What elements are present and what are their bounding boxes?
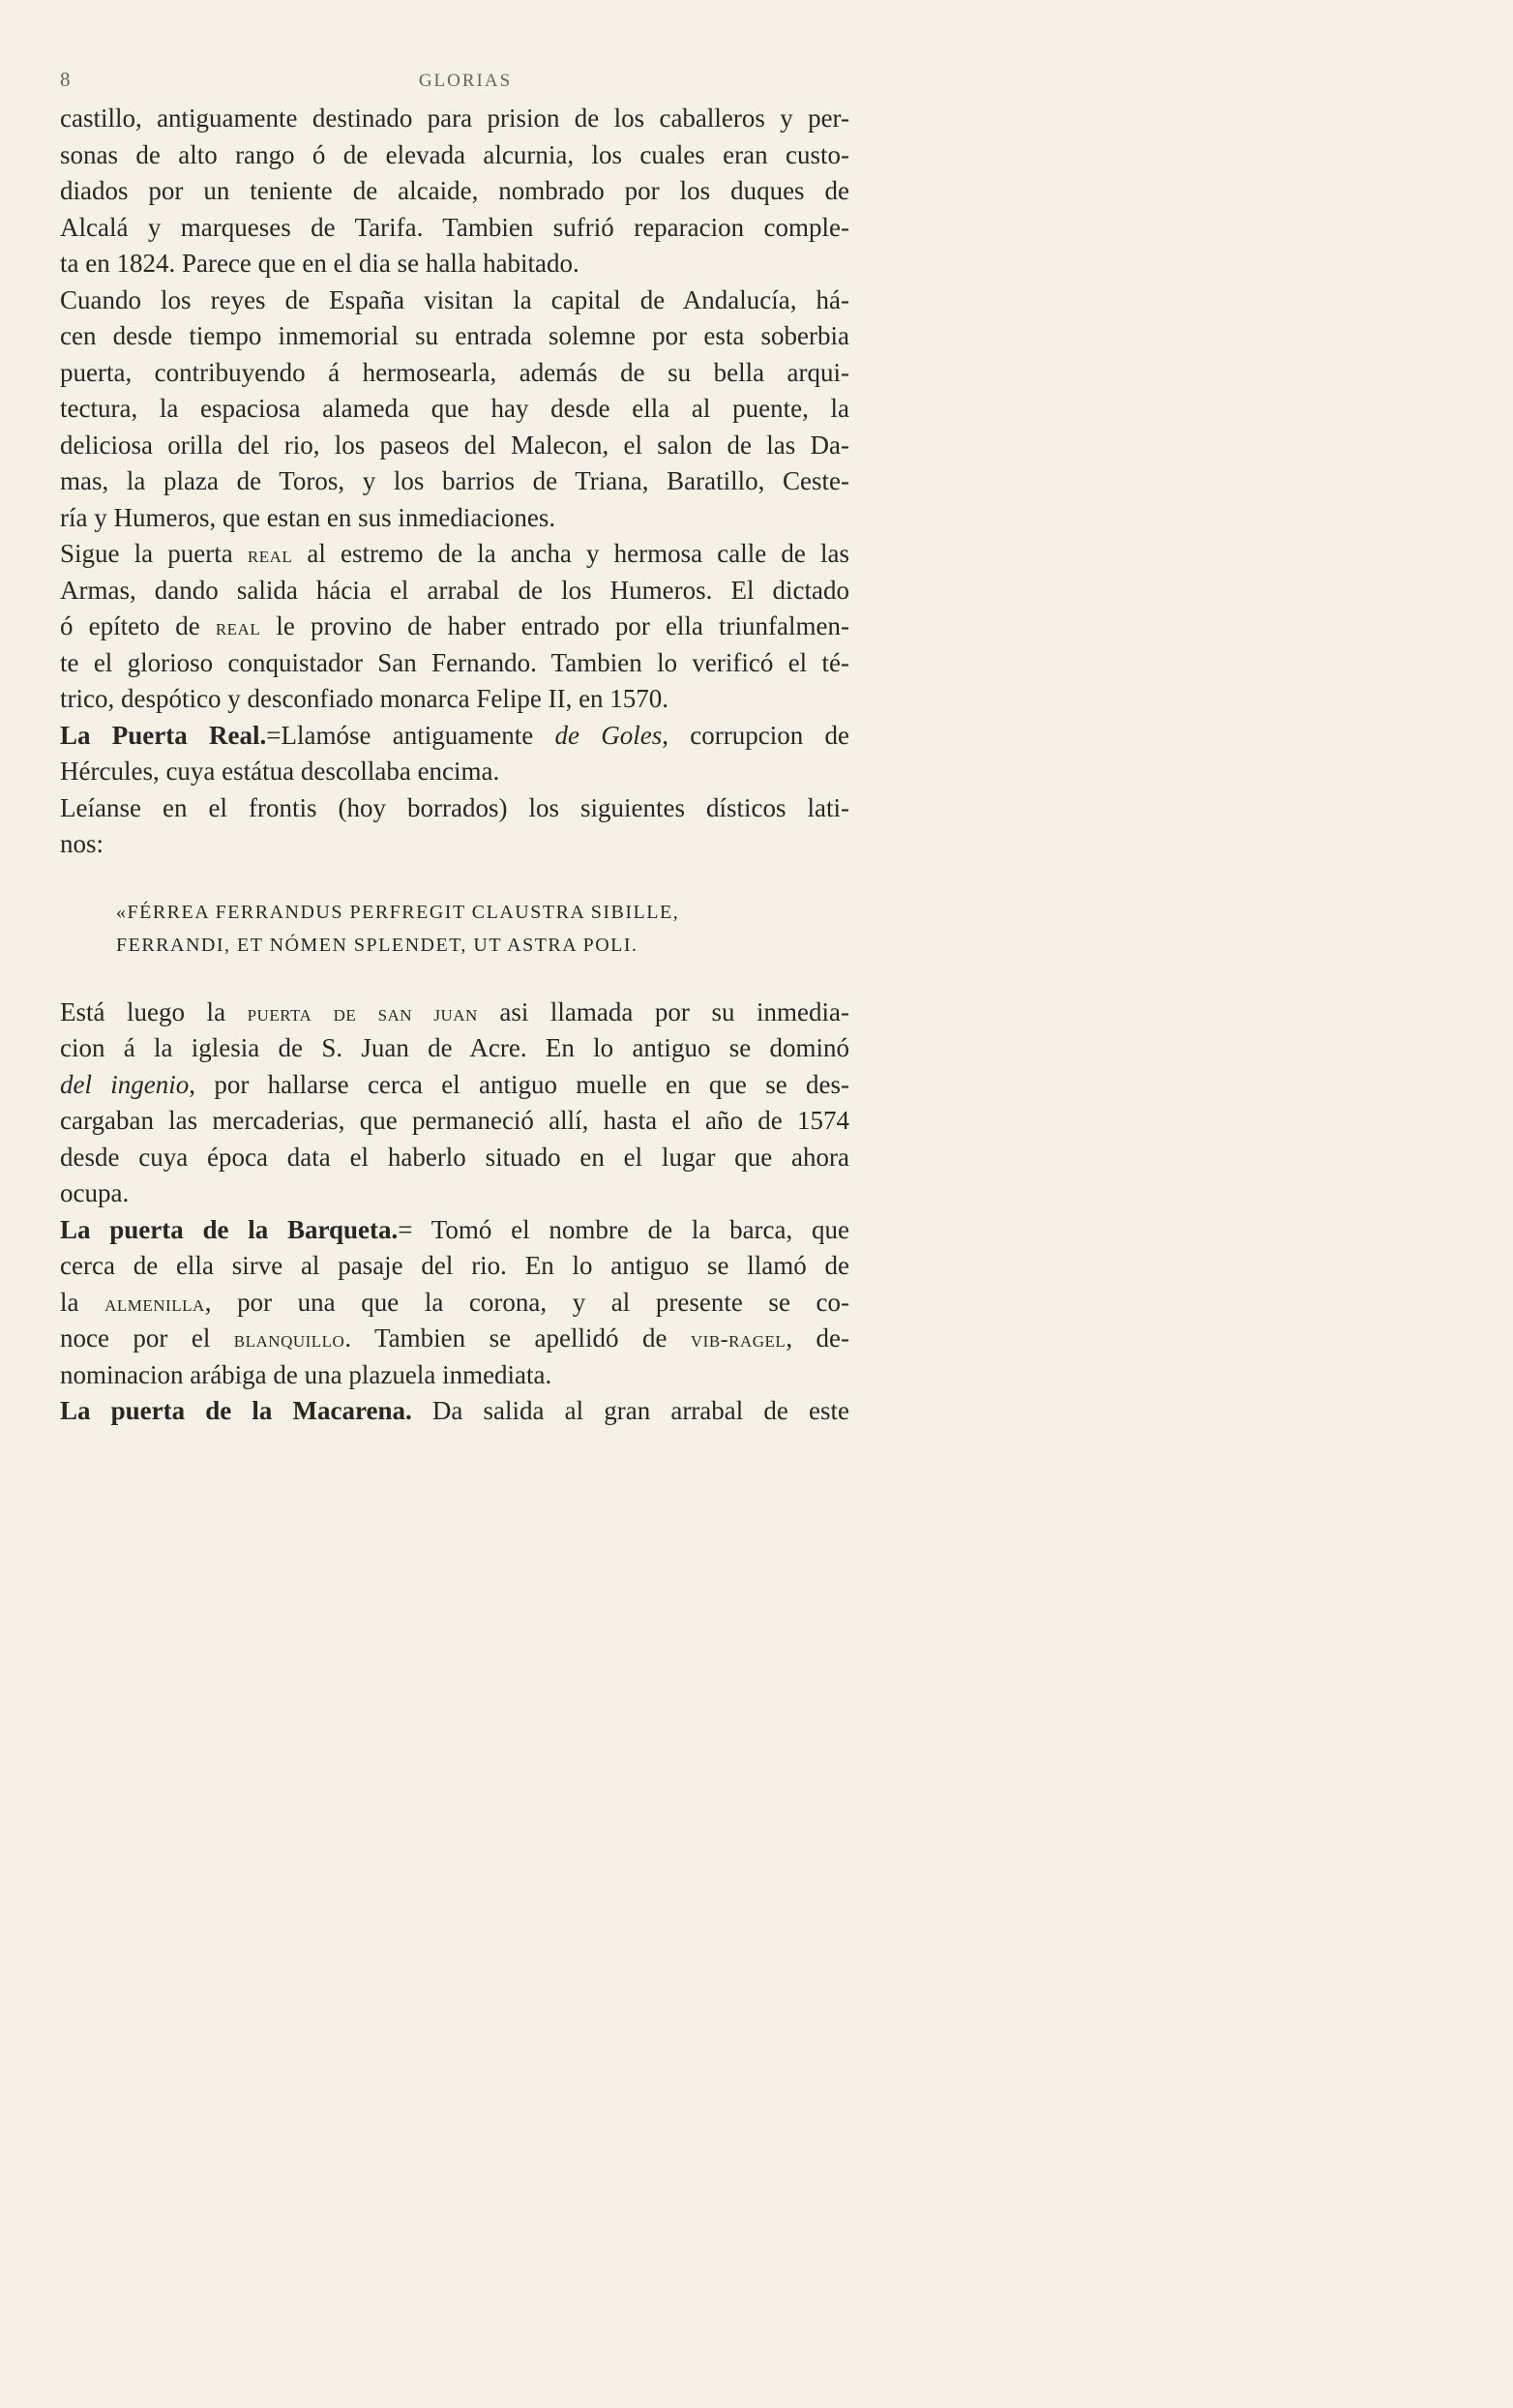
text-line [60, 1067, 849, 1104]
text-line: cen desde tiempo inmemorial su entrada solemne por esta soberbia [60, 321, 849, 350]
text-line [60, 1393, 849, 1430]
text-line [60, 1212, 849, 1249]
text-line: Cuando los reyes de España visitan la capital de Andalucía, há- [60, 284, 849, 314]
small-caps-term: real [247, 543, 293, 568]
text-line [60, 995, 849, 1031]
text-line: ta en 1824. Parece que en el dia se halla habitado. [60, 249, 579, 278]
italic-term: del ingenio [60, 1069, 190, 1099]
page-header [60, 68, 871, 97]
text-line: deliciosa orilla del rio, los paseos del Malecon, el salon de las Da- [60, 430, 849, 460]
text-line: nominacion arábiga de una plazuela inmediata. [60, 1359, 552, 1389]
page-body [60, 101, 849, 1430]
text-line: cion á la iglesia de S. Juan de Acre. En lo antiguo se dominó [60, 1033, 849, 1062]
text-run: le provino de haber entrado por ella triunfalmen- [260, 611, 849, 640]
text-run: al estremo de la ancha y hermosa calle de las [292, 539, 849, 568]
small-caps-term: puerta de san juan [247, 1000, 478, 1026]
text-run: ó epíteto de [60, 611, 216, 640]
book-page [0, 0, 967, 1540]
text-run: , por una que la corona, y al presente se co- [204, 1287, 849, 1317]
italic-term: de Goles [554, 720, 663, 750]
small-caps-term: vib-ragel [690, 1327, 786, 1353]
text-line [60, 1285, 849, 1322]
text-run: . Tambien se apellidó de [344, 1323, 691, 1353]
text-line [60, 536, 849, 573]
text-line: mas, la plaza de Toros, y los barrios de Triana, Baratillo, Ceste- [60, 466, 849, 495]
text-line: cerca de ella sirve al pasaje del rio. En lo antiguo se llamó de [60, 1251, 849, 1280]
text-line: Armas, dando salida hácia el arrabal de los Humeros. El dictado [60, 575, 849, 605]
text-line: tectura, la espaciosa alameda que hay desde ella al puente, la [60, 394, 849, 423]
text-line: ría y Humeros, que estan en sus inmediaciones. [60, 502, 556, 532]
page-number: 8 [60, 68, 71, 91]
section-heading-puerta-real: La Puerta Real. [60, 720, 267, 750]
spacer [60, 863, 849, 896]
text-line: cargaban las mercaderias, que permaneció allí, hasta el año de 1574 [60, 1106, 849, 1135]
small-caps-term: real [215, 615, 261, 640]
text-run: = Tomó el nombre de la barca, que [398, 1214, 849, 1244]
text-line: Alcalá y marqueses de Tarifa. Tambien sufrió reparacion comple- [60, 212, 849, 242]
verse-line: «FÉRREA FERRANDUS PERFREGIT CLAUSTRA SIBILLE, [116, 901, 680, 923]
spacer [60, 962, 849, 995]
text-run: , por hallarse cerca el antiguo muelle en que se des- [189, 1069, 849, 1099]
text-line: nos: [60, 829, 104, 858]
text-line: diados por un teniente de alcaide, nombrado por los duques de [60, 176, 849, 205]
verse-line: FERRANDI, ET NÓMEN SPLENDET, UT ASTRA POLI. [116, 934, 638, 956]
text-run: Da salida al gran arrabal de este [411, 1396, 849, 1425]
running-title: GLORIAS [418, 71, 513, 91]
text-run: , de- [786, 1323, 849, 1353]
text-line: ocupa. [60, 1178, 130, 1207]
text-run: Está luego la [60, 996, 248, 1026]
text-run: , corrupcion de [662, 720, 849, 750]
text-line: desde cuya época data el haberlo situado en el lugar que ahora [60, 1142, 849, 1172]
text-line: Hércules, cuya estátua descollaba encima. [60, 757, 500, 786]
small-caps-term: almenilla [104, 1291, 205, 1317]
text-line: puerta, contribuyendo á hermosearla, además de su bella arqui- [60, 357, 849, 387]
small-caps-term: blanquillo [233, 1327, 345, 1353]
section-heading-macarena: La puerta de la Macarena. [60, 1396, 412, 1425]
text-line [60, 609, 849, 645]
text-run: Sigue la puerta [60, 539, 248, 568]
text-run: =Llamóse antiguamente [266, 720, 555, 750]
text-run: asi llamada por su inmedia- [477, 996, 849, 1026]
text-line: sonas de alto rango ó de elevada alcurnia, los cuales eran custo- [60, 139, 849, 169]
text-line: trico, despótico y desconfiado monarca Felipe II, en 1570. [60, 684, 669, 713]
text-line: castillo, antiguamente destinado para prision de los caballeros y per- [60, 104, 849, 133]
text-run: noce por el [60, 1323, 234, 1353]
section-heading-barqueta: La puerta de la Barqueta. [60, 1214, 399, 1244]
text-line: Leíanse en el frontis (hoy borrados) los siguientes dísticos lati- [60, 792, 849, 822]
text-line [60, 718, 849, 755]
text-run: la [60, 1287, 105, 1317]
text-line: te el glorioso conquistador San Fernando. Tambien lo verificó el té- [60, 647, 849, 677]
text-line [60, 1321, 849, 1357]
